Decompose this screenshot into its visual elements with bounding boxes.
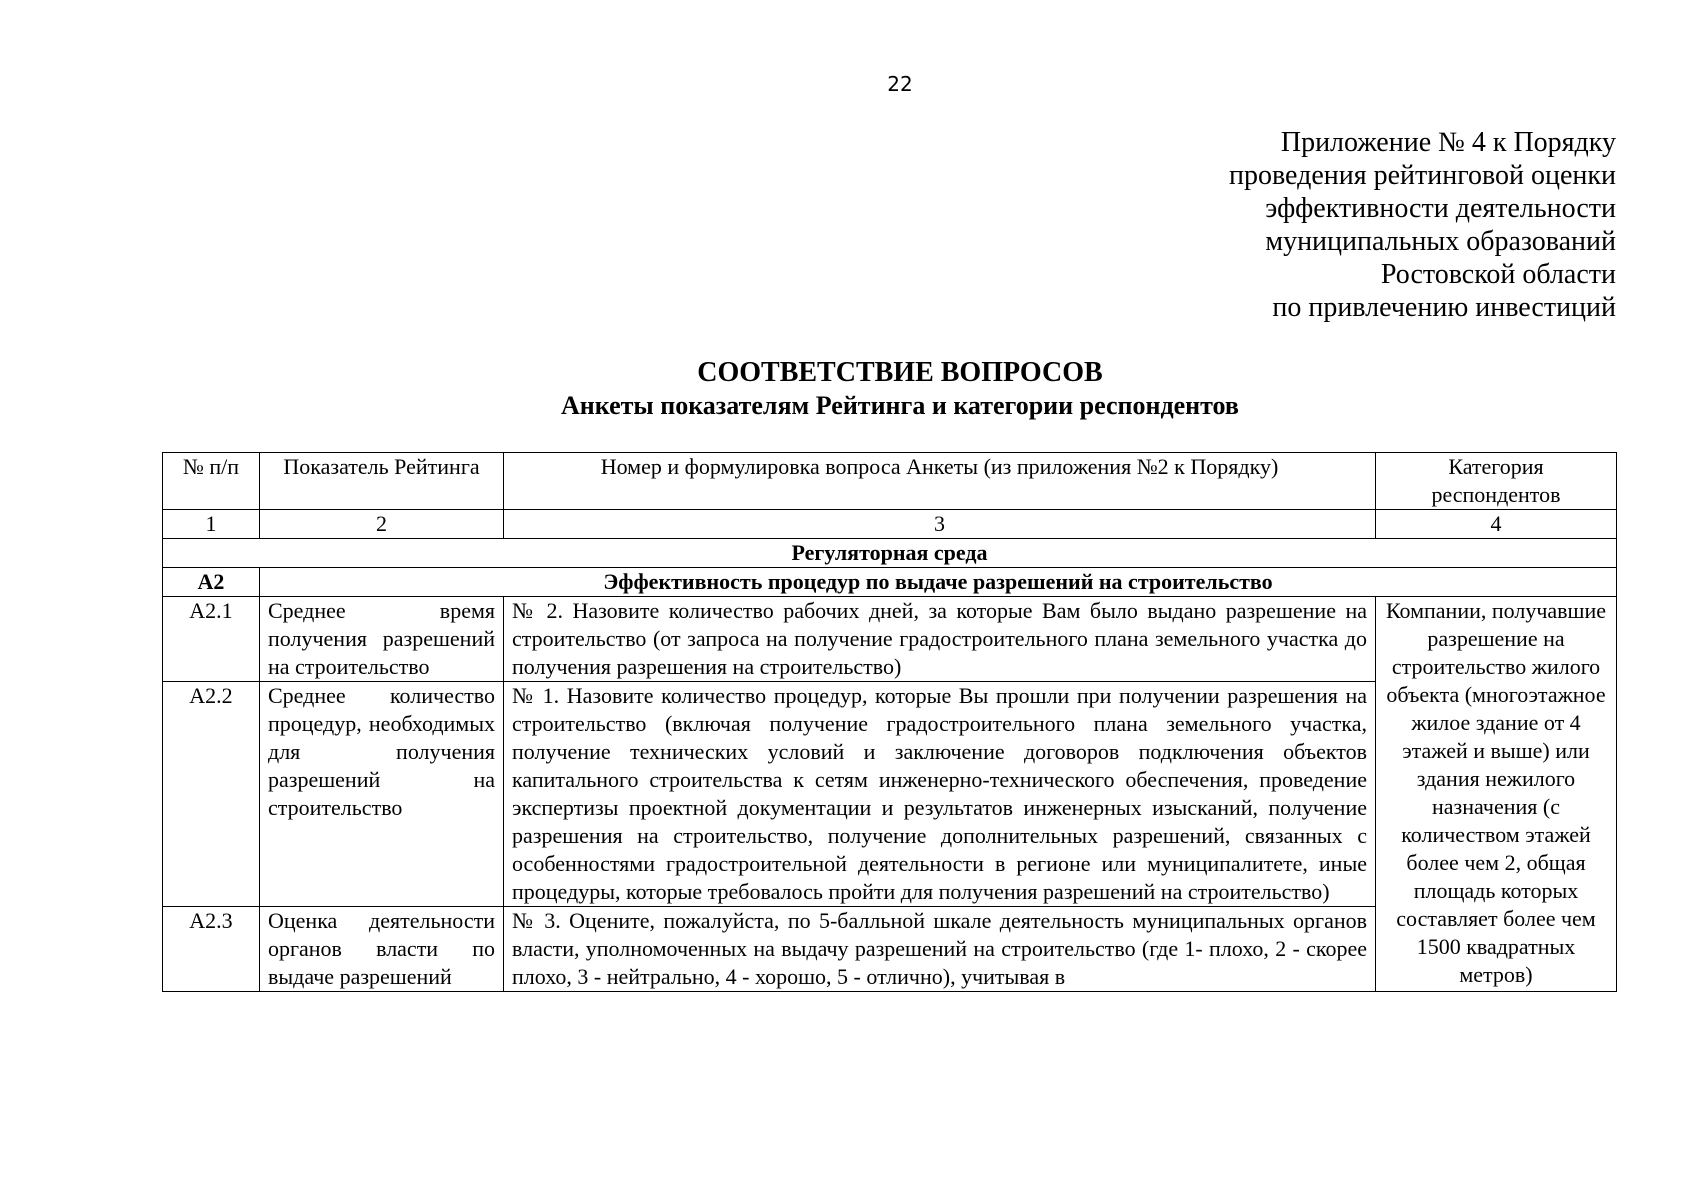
header-cell-question: Номер и формулировка вопроса Анкеты (из приложения №2 к Порядку) — [504, 453, 1376, 510]
header-cell-indicator: Показатель Рейтинга — [260, 453, 504, 510]
row-question: № 1. Назовите количество процедур, которые Вы прошли при получении разрешения на строительство (включая получение градостроительного плана земельного участка, получение технических условий и заключение договоров подключения объектов капитального строительства к сетям инженерно-технического обеспечения, проведение экспертизы проектной документации и результатов инженерных изысканий, получение разрешения на строительство, получение дополнительных разрешений, связанных с особенностями градостроительной деятельности в регионе или муниципалитете, иные процедуры, которые требовалось пройти для получения разрешений на строительство) — [504, 682, 1376, 907]
section-title: Регуляторная среда — [163, 539, 1617, 568]
appendix-line: муниципальных образований — [1265, 226, 1616, 257]
respondent-category: Компании, получавшие разрешение на строительство жилого объекта (многоэтажное жилое здание от 4 этажей и выше) или здания нежилого назначения (с количеством этажей более чем 2, общая площадь которых составляет более чем 1500 квадратных метров) — [1376, 597, 1617, 992]
column-number-row — [163, 510, 1617, 539]
column-number: 4 — [1376, 510, 1617, 539]
appendix-line: Ростовской области — [1380, 259, 1616, 290]
document-title: СООТВЕТСТВИЕ ВОПРОСОВ — [697, 357, 1103, 388]
row-question: № 3. Оцените, пожалуйста, по 5-балльной шкале деятельность муниципальных органов власти, уполномоченных на выдачу разрешений на строительство (где 1- плохо, 2 - скорее плохо, 3 - нейтрально, 4 - хорошо, 5 - отлично), учитывая в — [504, 907, 1376, 992]
column-number: 2 — [260, 510, 504, 539]
table-row — [163, 597, 1617, 682]
appendix-line: эффективности деятельности — [1265, 193, 1616, 224]
appendix-line: проведения рейтинговой оценки — [1228, 160, 1616, 191]
appendix-note — [1229, 126, 1616, 324]
row-indicator: Оценка деятельности органов власти по выдаче разрешений — [260, 907, 504, 992]
document-subtitle: Анкеты показателям Рейтинга и категории респондентов — [561, 391, 1239, 420]
header-cell-category: Категория респондентов — [1376, 453, 1617, 510]
appendix-line: по привлечению инвестиций — [1272, 292, 1616, 323]
table-header-row — [163, 453, 1617, 510]
page-number: 22 — [887, 72, 913, 96]
column-number: 1 — [163, 510, 260, 539]
section-row — [163, 539, 1617, 568]
header-cell-number: № п/п — [163, 453, 260, 510]
row-number: А2.3 — [163, 907, 260, 992]
row-indicator: Среднее количество процедур, необходимых для получения разрешений на строительство — [260, 682, 504, 907]
appendix-line: Приложение № 4 к Порядку — [1280, 127, 1616, 158]
group-name: Эффективность процедур по выдаче разрешений на строительство — [260, 568, 1617, 597]
group-row — [163, 568, 1617, 597]
row-question: № 2. Назовите количество рабочих дней, за которые Вам было выдано разрешение на строительство (от запроса на получение градостроительного плана земельного участка до получения разрешения на строительство) — [504, 597, 1376, 682]
row-number: А2.1 — [163, 597, 260, 682]
row-indicator: Среднее время получения разрешений на строительство — [260, 597, 504, 682]
correspondence-table — [162, 452, 1617, 992]
column-number: 3 — [504, 510, 1376, 539]
group-code: А2 — [163, 568, 260, 597]
row-number: А2.2 — [163, 682, 260, 907]
